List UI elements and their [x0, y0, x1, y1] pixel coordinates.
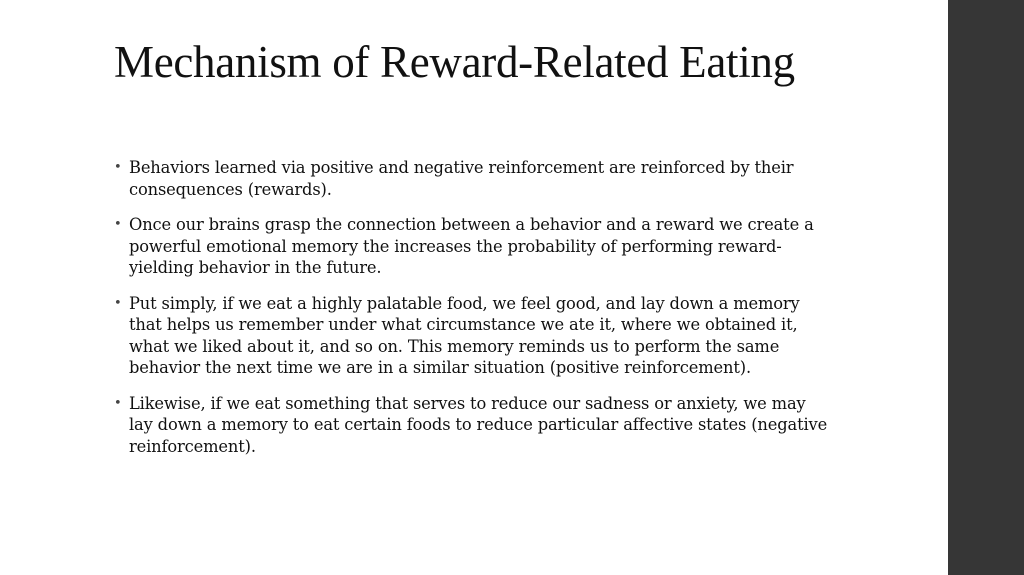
bullet-dot-icon: •	[114, 395, 122, 411]
bullet-dot-icon: •	[114, 160, 122, 175]
bullet-list	[114, 157, 834, 471]
bullet-text: Put simply, if we eat a highly palatable food, we feel good, and lay down a memory that helps us remember under what circumstance we ate it, where we obtained it, what we liked about it, and so on. This memory reminds us to perform the same behavior the next time we are in a similar situation (positive reinforcement).	[129, 293, 800, 377]
bullet-item	[114, 293, 834, 379]
bullet-text: Likewise, if we eat something that serves to reduce our sadness or anxiety, we may lay down a memory to eat certain foods to reduce particular affective states (negative reinforcement).	[129, 393, 828, 456]
bullet-item	[114, 214, 834, 279]
slide-title: Mechanism of Reward-Related Eating	[114, 37, 795, 87]
bullet-dot-icon: •	[114, 295, 122, 311]
bullet-item	[114, 393, 834, 458]
bullet-text: Behaviors learned via positive and negative reinforcement are reinforced by their consequences (rewards).	[129, 158, 794, 199]
bullet-text: Once our brains grasp the connection between a behavior and a reward we create a powerful emotional memory the increases the probability of performing reward-yielding behavior in the future.	[129, 215, 814, 277]
side-accent-bar	[948, 0, 1024, 575]
bullet-item	[114, 157, 834, 200]
bullet-dot-icon: •	[114, 217, 122, 232]
